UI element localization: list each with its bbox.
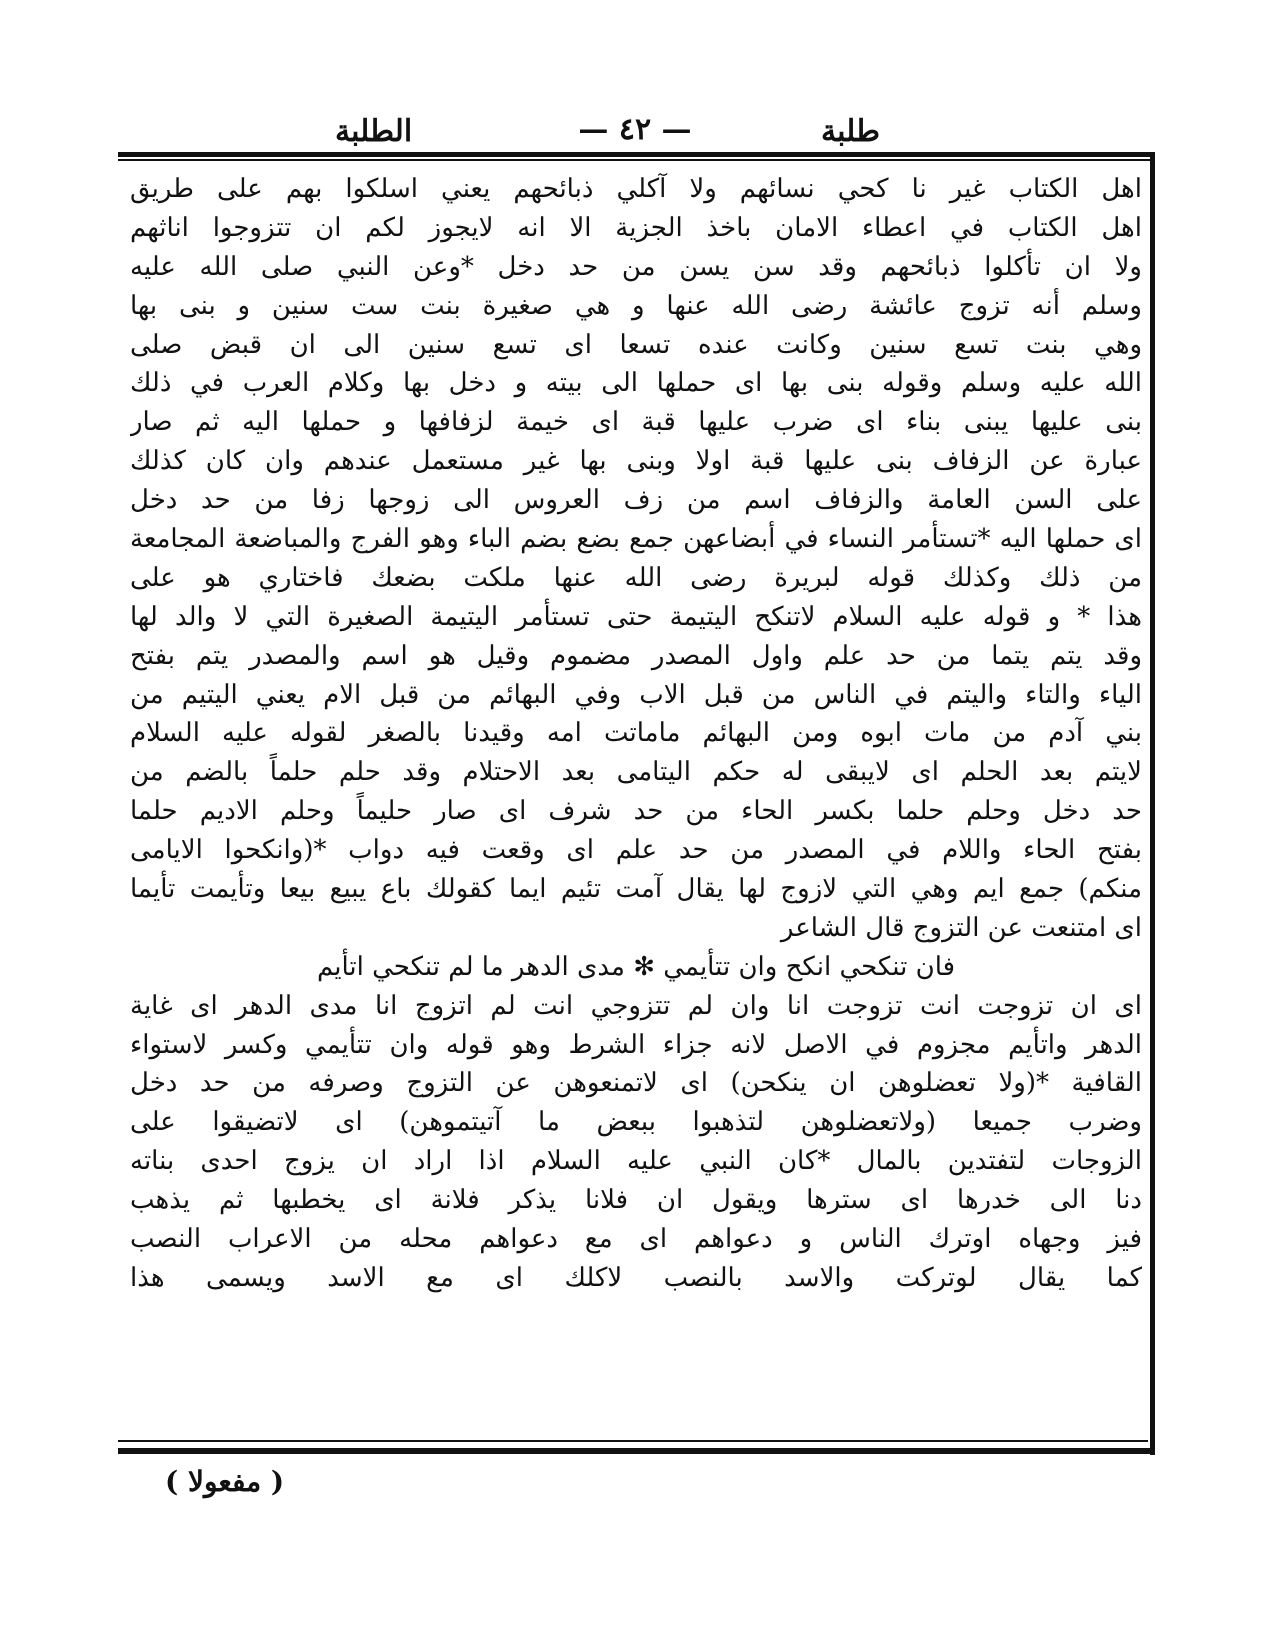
text-line: بنى عليها يبنى بناء اى ضرب عليها قبة اى خيمة لزفافها و حملها اليه ثم صار (130, 407, 1142, 438)
text-line: ولا ان تأكلوا ذبائحهم وقد سن يسن من حد دخل *وعن النبي صلى الله عليه (130, 251, 1142, 282)
text-line: عبارة عن الزفاف بنى عليها قبة اولا وبنى بها غير مستعمل عندهم وان كان كذلك (130, 446, 1142, 477)
main-text-block (130, 170, 1142, 1435)
header-section-word: طلبة (821, 114, 880, 149)
text-line: حد دخل وحلم حلما بكسر الحاء من حد شرف اى صار حليماً وحلم الاديم حلما (130, 796, 1142, 827)
header-book-word: الطلبة (335, 114, 413, 149)
text-line: على السن العامة والزفاف اسم من زف العروس الى زوجها زفا من حد دخل (130, 485, 1142, 516)
text-line: وسلم أنه تزوج عائشة رضى الله عنها و هي صغيرة بنت ست سنين و بنى بها (130, 290, 1142, 321)
bottom-border-rule (118, 1448, 1155, 1454)
text-line: بفتح الحاء واللام في المصدر من حد علم اى وقعت فيه دواب *(وانكحوا الايامى (130, 835, 1142, 866)
text-line: اهل الكتاب غير نا كحي نسائهم ولا آكلي ذبائحهم يعني اسلكوا بهم على طريق (130, 174, 1142, 204)
text-line: وقد يتم يتما من حد علم واول المصدر مضموم وقيل هو اسم والمصدر يتم بفتح (130, 640, 1142, 671)
text-line: اى ان تزوجت انت تزوجت انا وان لم تتزوجي انت لم اتزوج انا مدى الدهر اى غاية (130, 990, 1142, 1021)
bottom-border-rule-thin (118, 1440, 1148, 1442)
text-line: الياء والتاء واليتم في الناس من قبل الاب وفي البهائم من قبل الام يعني اليتيم من (130, 679, 1142, 710)
text-line: وضرب جميعا (ولاتعضلوهن لتذهبوا ببعض ما آتيتموهن) اى لاتضيقوا على (130, 1107, 1142, 1138)
text-line: اى حملها اليه *تستأمر النساء في أبضاعهن جمع بضع بضم الباء وهو الفرج والمباضعة المجامعة (130, 524, 1142, 555)
text-line: من ذلك وكذلك قوله لبريرة رضى الله عنها ملكت بضعك فاختاري هو على (130, 562, 1142, 593)
page-number: — ٤٢ — (578, 112, 692, 147)
catchword: ( مفعولا ) (165, 1465, 285, 1498)
text-line: اهل الكتاب في اعطاء الامان باخذ الجزية الا انه لايجوز لكم ان تتزوجوا اناثهم (130, 212, 1142, 243)
top-border-rule (118, 152, 1154, 157)
poetry-verse: فان تنكحي انكح وان تتأيمي ✻ مدى الدهر ما لم تنكحي اتأيم (316, 951, 956, 982)
text-line: بني آدم من مات ابوه ومن البهائم ماماتت امه وقيدنا بالصغر لقوله عليه السلام (130, 718, 1142, 749)
text-line: الله عليه وسلم وقوله بنى بها اى حملها الى بيته و دخل بها وكلام العرب في ذلك (130, 368, 1142, 399)
text-line: فيز وجهاه اوترك الناس و دعواهم اى مع دعواهم محله من الاعراب النصب (130, 1224, 1142, 1255)
text-line: وهي بنت تسع سنين وكانت عنده تسعا اى تسع سنين الى ان قبض صلى (130, 329, 1142, 360)
text-line: هذا * و قوله عليه السلام لاتنكح اليتيمة حتى تستأمر اليتيمة الصغيرة التي لا والد لها (130, 601, 1142, 632)
text-line: اى امتنعت عن التزوج قال الشاعر (780, 912, 1142, 943)
top-border-rule-thin (118, 159, 1154, 161)
right-border-rule (1150, 152, 1155, 1455)
text-line: دنا الى خدرها اى سترها ويقول ان فلانا يذكر فلانة اى يخطبها ثم يذهب (130, 1185, 1142, 1216)
text-line: الزوجات لتفتدين بالمال *كان النبي عليه السلام اذا اراد ان يزوج احدى بناته (130, 1146, 1142, 1177)
text-line: لايتم بعد الحلم اى لايبقى له حكم اليتامى بعد الاحتلام وقد حلم حلماً بالضم من (130, 757, 1142, 788)
text-line: القافية *(ولا تعضلوهن ان ينكحن) اى لاتمنعوهن عن التزوج وصرفه من حد دخل (130, 1068, 1142, 1099)
page-header (120, 108, 1150, 154)
text-line: منكم) جمع ايم وهي التي لازوج لها يقال آمت تئيم ايما كقولك باع يبيع بيعا وتأيمت تأيما (130, 874, 1142, 905)
text-line: الدهر واتأيم مجزوم في الاصل لانه جزاء الشرط وهو قوله وان تتأيمي وكسر لاستواء (130, 1029, 1142, 1060)
text-line: كما يقال لوتركت والاسد بالنصب لاكلك اى مع الاسد ويسمى هذا (130, 1262, 1142, 1293)
